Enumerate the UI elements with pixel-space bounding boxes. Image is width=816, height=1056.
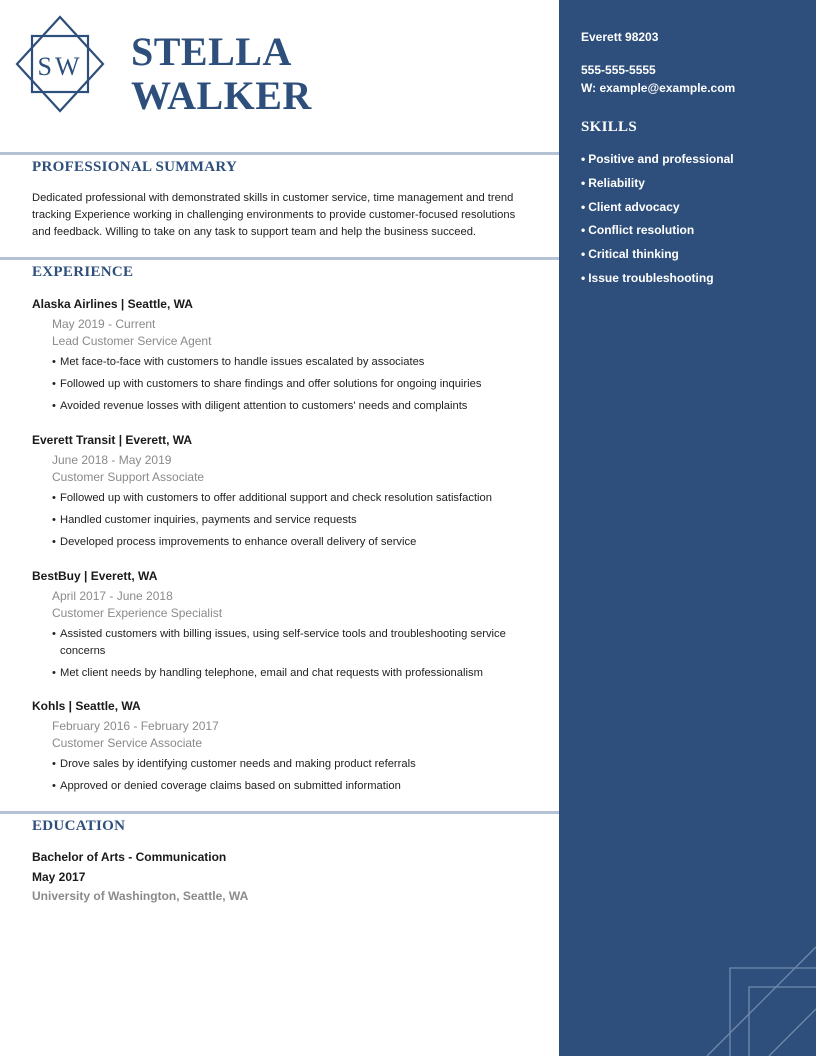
job-dates: February 2016 - February 2017 [52,719,219,733]
job-employer: Everett Transit | Everett, WA [32,433,193,447]
contact-email[interactable]: W: example@example.com [581,81,736,95]
job-bullets [32,626,532,682]
job-bullet: • Avoided revenue losses with diligent attention to customers' needs and complaints [52,398,532,415]
skill-item: • Critical thinking [581,245,734,269]
job-bullet: • Handled customer inquiries, payments and service requests [52,512,532,529]
job-entry [32,568,532,687]
job-bullet: • Followed up with customers to share findings and offer solutions for ongoing inquiries [52,376,532,393]
skill-item: • Client advocacy [581,198,734,222]
job-role: Customer Support Associate [52,470,205,484]
job-dates: June 2018 - May 2019 [52,453,172,467]
education-date: May 2017 [32,870,86,884]
job-role: Customer Service Associate [52,736,203,750]
job-bullet: • Developed process improvements to enhance overall delivery of service [52,534,532,551]
section-divider [0,257,559,260]
job-bullets [32,354,532,415]
job-bullets [32,756,532,795]
education-degree: Bachelor of Arts - Communication [32,850,227,864]
job-role: Customer Experience Specialist [52,606,223,620]
job-entry [32,432,532,556]
skill-item: • Conflict resolution [581,221,734,245]
skill-item: • Issue troubleshooting [581,269,734,293]
job-dates: May 2019 - Current [52,317,156,331]
experience-title: EXPERIENCE [32,264,134,280]
job-employer: Kohls | Seattle, WA [32,699,141,713]
job-bullet: • Drove sales by identifying customer needs and making product referrals [52,756,532,773]
section-divider [0,811,559,814]
job-employer: Alaska Airlines | Seattle, WA [32,297,193,311]
education-title: EDUCATION [32,818,126,834]
section-divider [0,152,559,155]
monogram-text: SW [37,52,83,81]
last-name: WALKER [131,73,312,118]
monogram-logo [15,14,105,114]
summary-title: PROFESSIONAL SUMMARY [32,159,238,175]
summary-text: Dedicated professional with demonstrated skills in customer service, time management and trend tracking Experience working in challenging environments to provide customer-focused resolutions and feedback. Willing to take on any task to support team and help the business succeed. [32,192,516,238]
skill-item: • Positive and professional [581,150,734,174]
skill-item: • Reliability [581,174,734,198]
job-employer: BestBuy | Everett, WA [32,569,158,583]
contact-sidebar [559,0,816,1056]
job-bullet: • Followed up with customers to offer additional support and check resolution satisfaction [52,490,532,507]
corner-decoration [559,0,816,1056]
job-bullet: • Approved or denied coverage claims based on submitted information [52,778,532,795]
job-bullet: • Met client needs by handling telephone, email and chat requests with professionalism [52,665,532,682]
job-entry [32,698,532,800]
skills-title: SKILLS [581,119,637,135]
contact-address: Everett 98203 [581,30,659,44]
contact-phone: 555-555-5555 [581,63,656,77]
job-dates: April 2017 - June 2018 [52,589,173,603]
first-name: STELLA [131,29,292,74]
job-entry [32,296,532,420]
job-role: Lead Customer Service Agent [52,334,212,348]
education-school: University of Washington, Seattle, WA [32,889,249,903]
job-bullet: • Met face-to-face with customers to handle issues escalated by associates [52,354,532,371]
job-bullets [32,490,532,551]
job-bullet: • Assisted customers with billing issues, using self-service tools and troubleshooting service concerns [52,626,532,660]
